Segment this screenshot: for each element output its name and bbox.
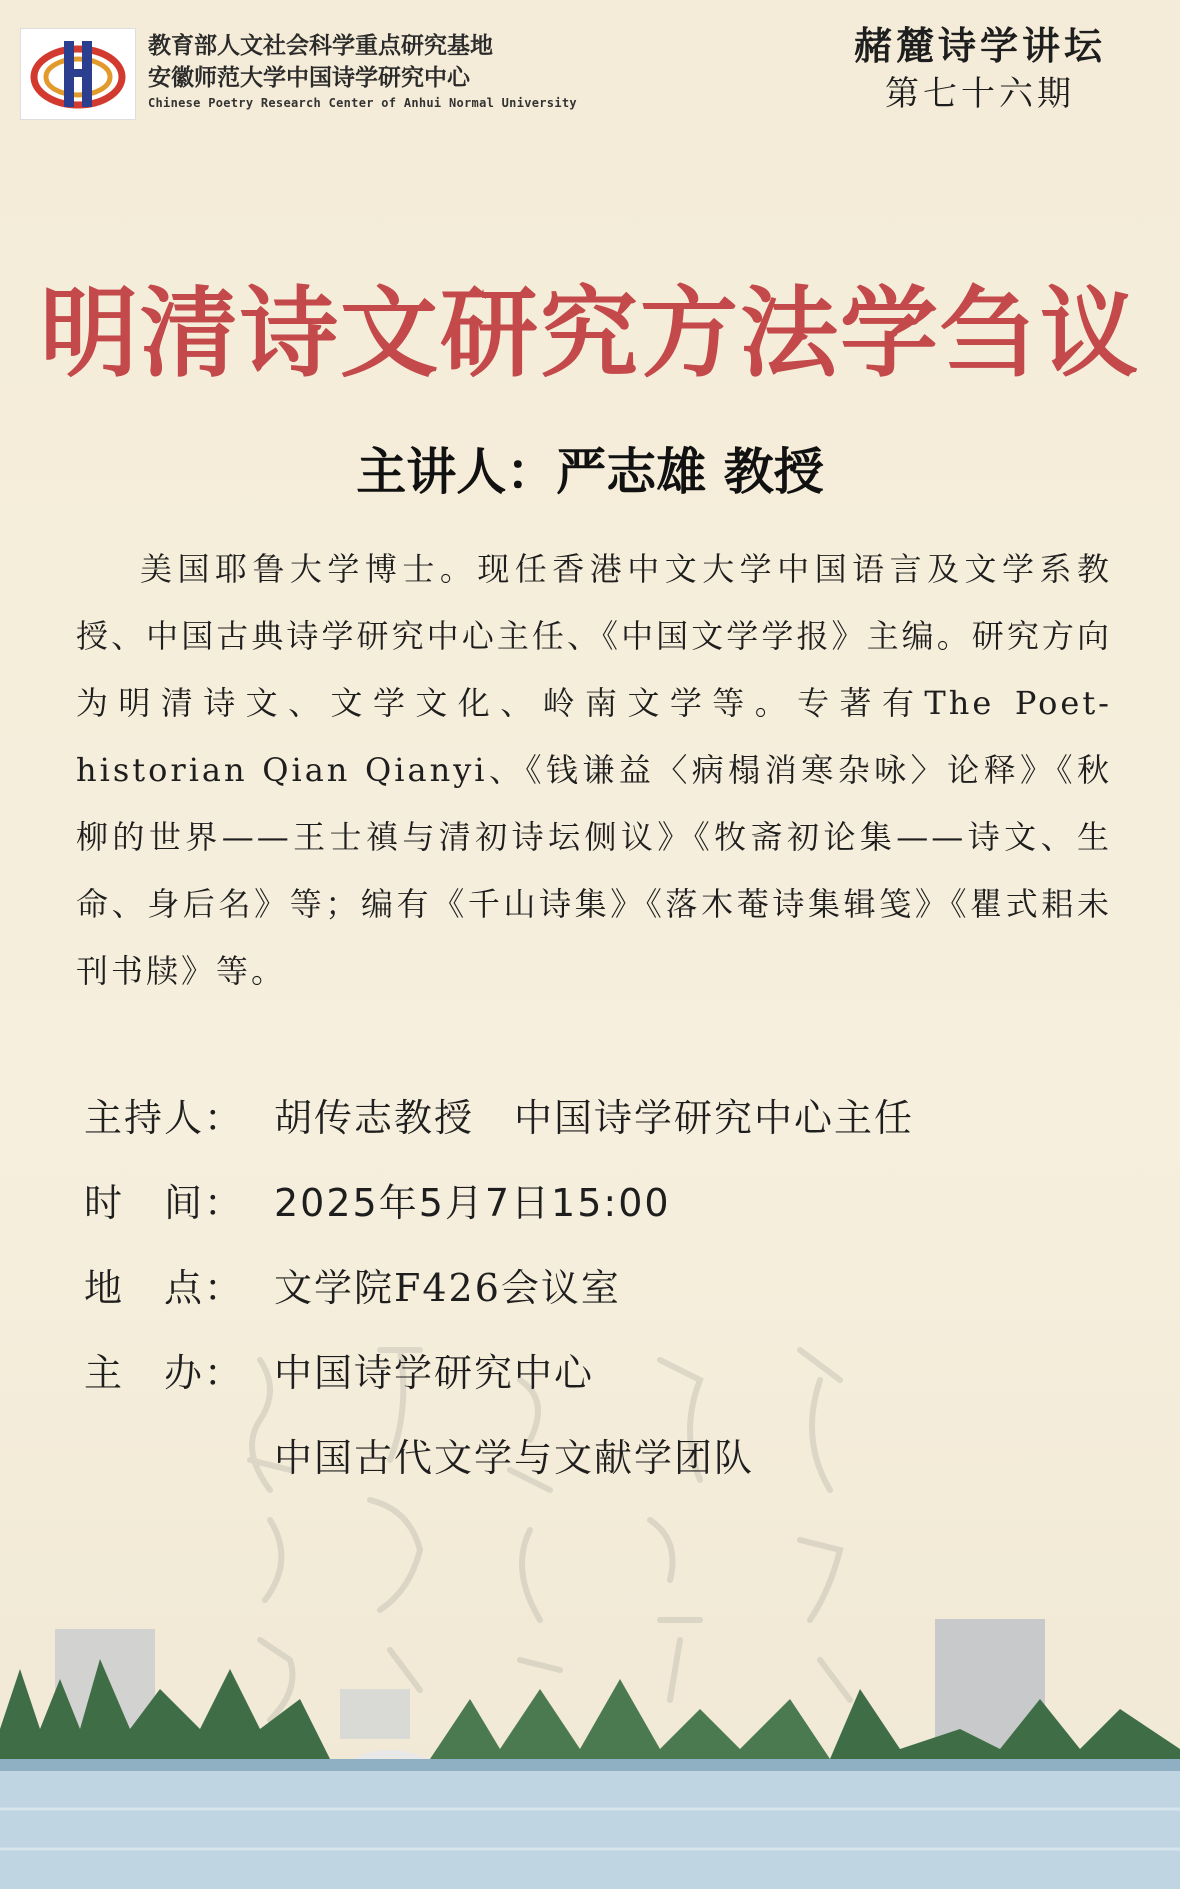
host-row xyxy=(84,1072,1114,1157)
time-label: 时 间： xyxy=(84,1181,245,1225)
time-value: 2025年5月7日15:00 xyxy=(274,1181,671,1225)
institution-block xyxy=(148,30,577,110)
time-row xyxy=(84,1157,1114,1242)
place-row xyxy=(84,1242,1114,1327)
organizer-value-1: 中国诗学研究中心 xyxy=(274,1351,595,1395)
organizer-row xyxy=(84,1327,1114,1412)
organizer-row-2 xyxy=(84,1412,1114,1497)
institution-name-line2: 安徽师范大学中国诗学研究中心 xyxy=(148,64,470,91)
campus-lake-scenery-icon xyxy=(0,1609,1180,1889)
host-label: 主持人： xyxy=(84,1096,245,1140)
speaker-bio: 美国耶鲁大学博士。现任香港中文大学中国语言及文学系教授、中国古典诗学研究中心主任、《中国文学学报》主编。研究方向为明清诗文、文学文化、岭南文学等。专著有The Poet-historian Qian Qianyi、《钱谦益〈病榻消寒杂咏〉论释》《秋柳的世界——王士禛与清初诗坛侧议》《牧斋初论集——诗文、生命、身后名》等；编有《千山诗集》《落木菴诗集辑笺》《瞿式耜未刊书牍》等。 xyxy=(76,550,1112,990)
institution-name-line1: 教育部人文社会科学重点研究基地 xyxy=(148,32,493,59)
organizer-label: 主 办： xyxy=(84,1351,245,1395)
issue-number: 第七十六期 xyxy=(885,74,1075,114)
institute-emblem-icon xyxy=(21,29,135,119)
lecture-series-block xyxy=(840,22,1120,118)
institution-name-english: Chinese Poetry Research Center of Anhui Normal University xyxy=(148,96,577,110)
place-label: 地 点： xyxy=(84,1266,245,1310)
organizer-value-2: 中国古代文学与文献学团队 xyxy=(274,1436,755,1480)
institute-logo xyxy=(20,28,136,120)
place-value: 文学院F426会议室 xyxy=(274,1266,621,1310)
lecture-title: 明清诗文研究方法学刍议 xyxy=(39,277,1140,391)
event-info xyxy=(84,1072,1114,1497)
series-name: 赭麓诗学讲坛 xyxy=(853,23,1106,68)
speaker-line: 主讲人：严志雄 教授 xyxy=(356,443,824,501)
host-value: 胡传志教授 中国诗学研究中心主任 xyxy=(274,1096,915,1140)
